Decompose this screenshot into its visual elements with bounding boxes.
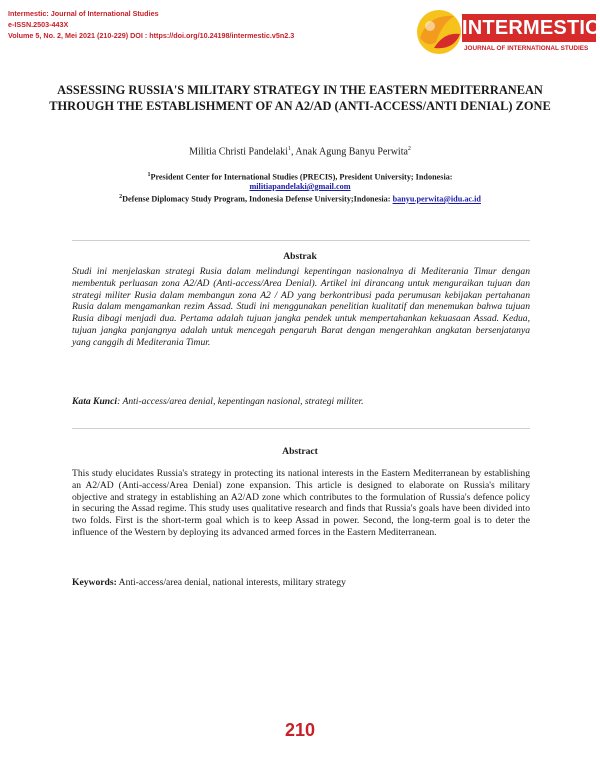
keywords-label: Keywords: xyxy=(72,577,117,588)
email-1-link[interactable]: militiapandelaki@gmail.com xyxy=(249,182,351,191)
journal-name: Intermestic: Journal of International Studies xyxy=(8,9,159,18)
affiliation-2-sup: 2 xyxy=(119,194,123,200)
divider xyxy=(72,240,530,241)
author-separator: , xyxy=(290,146,296,158)
author-1: Militia Christi Pandelaki xyxy=(189,146,288,158)
globe-logo-icon xyxy=(414,8,464,56)
volume-doi: Volume 5, No. 2, Mei 2021 (210-229) DOI : https://doi.org/10.24198/intermestic.v5n2.3 xyxy=(8,31,295,40)
page-number: 210 xyxy=(284,720,316,740)
author-2-sup: 2 xyxy=(407,146,411,152)
affiliation-1-sup: 1 xyxy=(147,172,151,178)
affiliation-1-text: President Center for International Studies (PRECIS), President University; Indonesia: xyxy=(150,172,453,182)
abstrak-heading: Abstrak xyxy=(283,251,317,262)
logo-wordmark: INTERMESTIC xyxy=(462,14,596,42)
kata-kunci-values: : Anti-access/area denial, kepentingan nasional, strategi militer. xyxy=(117,396,364,407)
email-2-link[interactable]: banyu.perwita@idu.ac.id xyxy=(392,194,481,204)
author-line xyxy=(0,146,600,157)
abstract-heading: Abstract xyxy=(282,446,318,457)
affiliation-2 xyxy=(0,192,600,205)
intermestic-logo xyxy=(414,6,598,58)
paper-title: ASSESSING RUSSIA'S MILITARY STRATEGY IN THE EASTERN MEDITERRANEAN THROUGH THE ESTABLISHMENT OF AN A2/AD (ANTI-ACCESS/ANTI DENIAL) ZONE xyxy=(49,83,551,113)
keywords-values: Anti-access/area denial, national interests, military strategy xyxy=(116,577,346,588)
logo-subtitle: JOURNAL OF INTERNATIONAL STUDIES xyxy=(464,45,589,52)
journal-header xyxy=(8,8,294,41)
affiliation-2-text: Defense Diplomacy Study Program, Indonesia Defense University;Indonesia: xyxy=(122,194,393,204)
keywords xyxy=(72,577,530,588)
email-1-line xyxy=(0,181,600,192)
abstract-text: This study elucidates Russia's strategy in protecting its national interests in the Eastern Mediterranean by establishing an A2/AD (Anti-access/Area Denial) zone expansion. This article is designed to elaborate on Russia's military objective and strategy in establishing an A2/AD zone which contributes to the formulation of Russia's defence policy in securing the Assad regime. This study uses qualitative research and finds that Russia's goals have been divided into two folds. First is the short-term goal which is to keep Assad in power. Second, the long-term goal is to deter the influence of the Western by deploying its advanced armed forces in the Eastern Mediterranean. xyxy=(72,468,530,538)
author-2: Anak Agung Banyu Perwita xyxy=(295,146,408,158)
issn: e-ISSN.2503-443X xyxy=(8,20,69,29)
divider xyxy=(72,428,530,429)
author-1-sup: 1 xyxy=(287,146,291,152)
kata-kunci-label: Kata Kunci xyxy=(72,396,118,407)
abstrak-text: Studi ini menjelaskan strategi Rusia dalam melindungi kepentingan nasionalnya di Mediterania Timur dengan membentuk perluasan zona A2/AD (Anti-access/Area Denial). Artikel ini dirancang untuk menguraikan tujuan dan strategi militer Rusia dalam membangun zona A2 / AD yang berkontribusi pada perumusan kebijakan pertahanan Rusia dalam mengamankan rezim Assad. Studi ini menggunakan penelitian kualitatif dan menemukan bahwa tujuan Rusia dibagi menjadi dua. Pertama adalah tujuan jangka pendek untuk mempertahankan kekuasaan Assad. Kedua, tujuan jangka panjangnya adalah untuk mencegah pengaruh Barat dengan mengerahkan angkatan bersenjatanya yang canggih di Mediterania Timur. xyxy=(72,266,530,348)
kata-kunci xyxy=(72,396,530,407)
